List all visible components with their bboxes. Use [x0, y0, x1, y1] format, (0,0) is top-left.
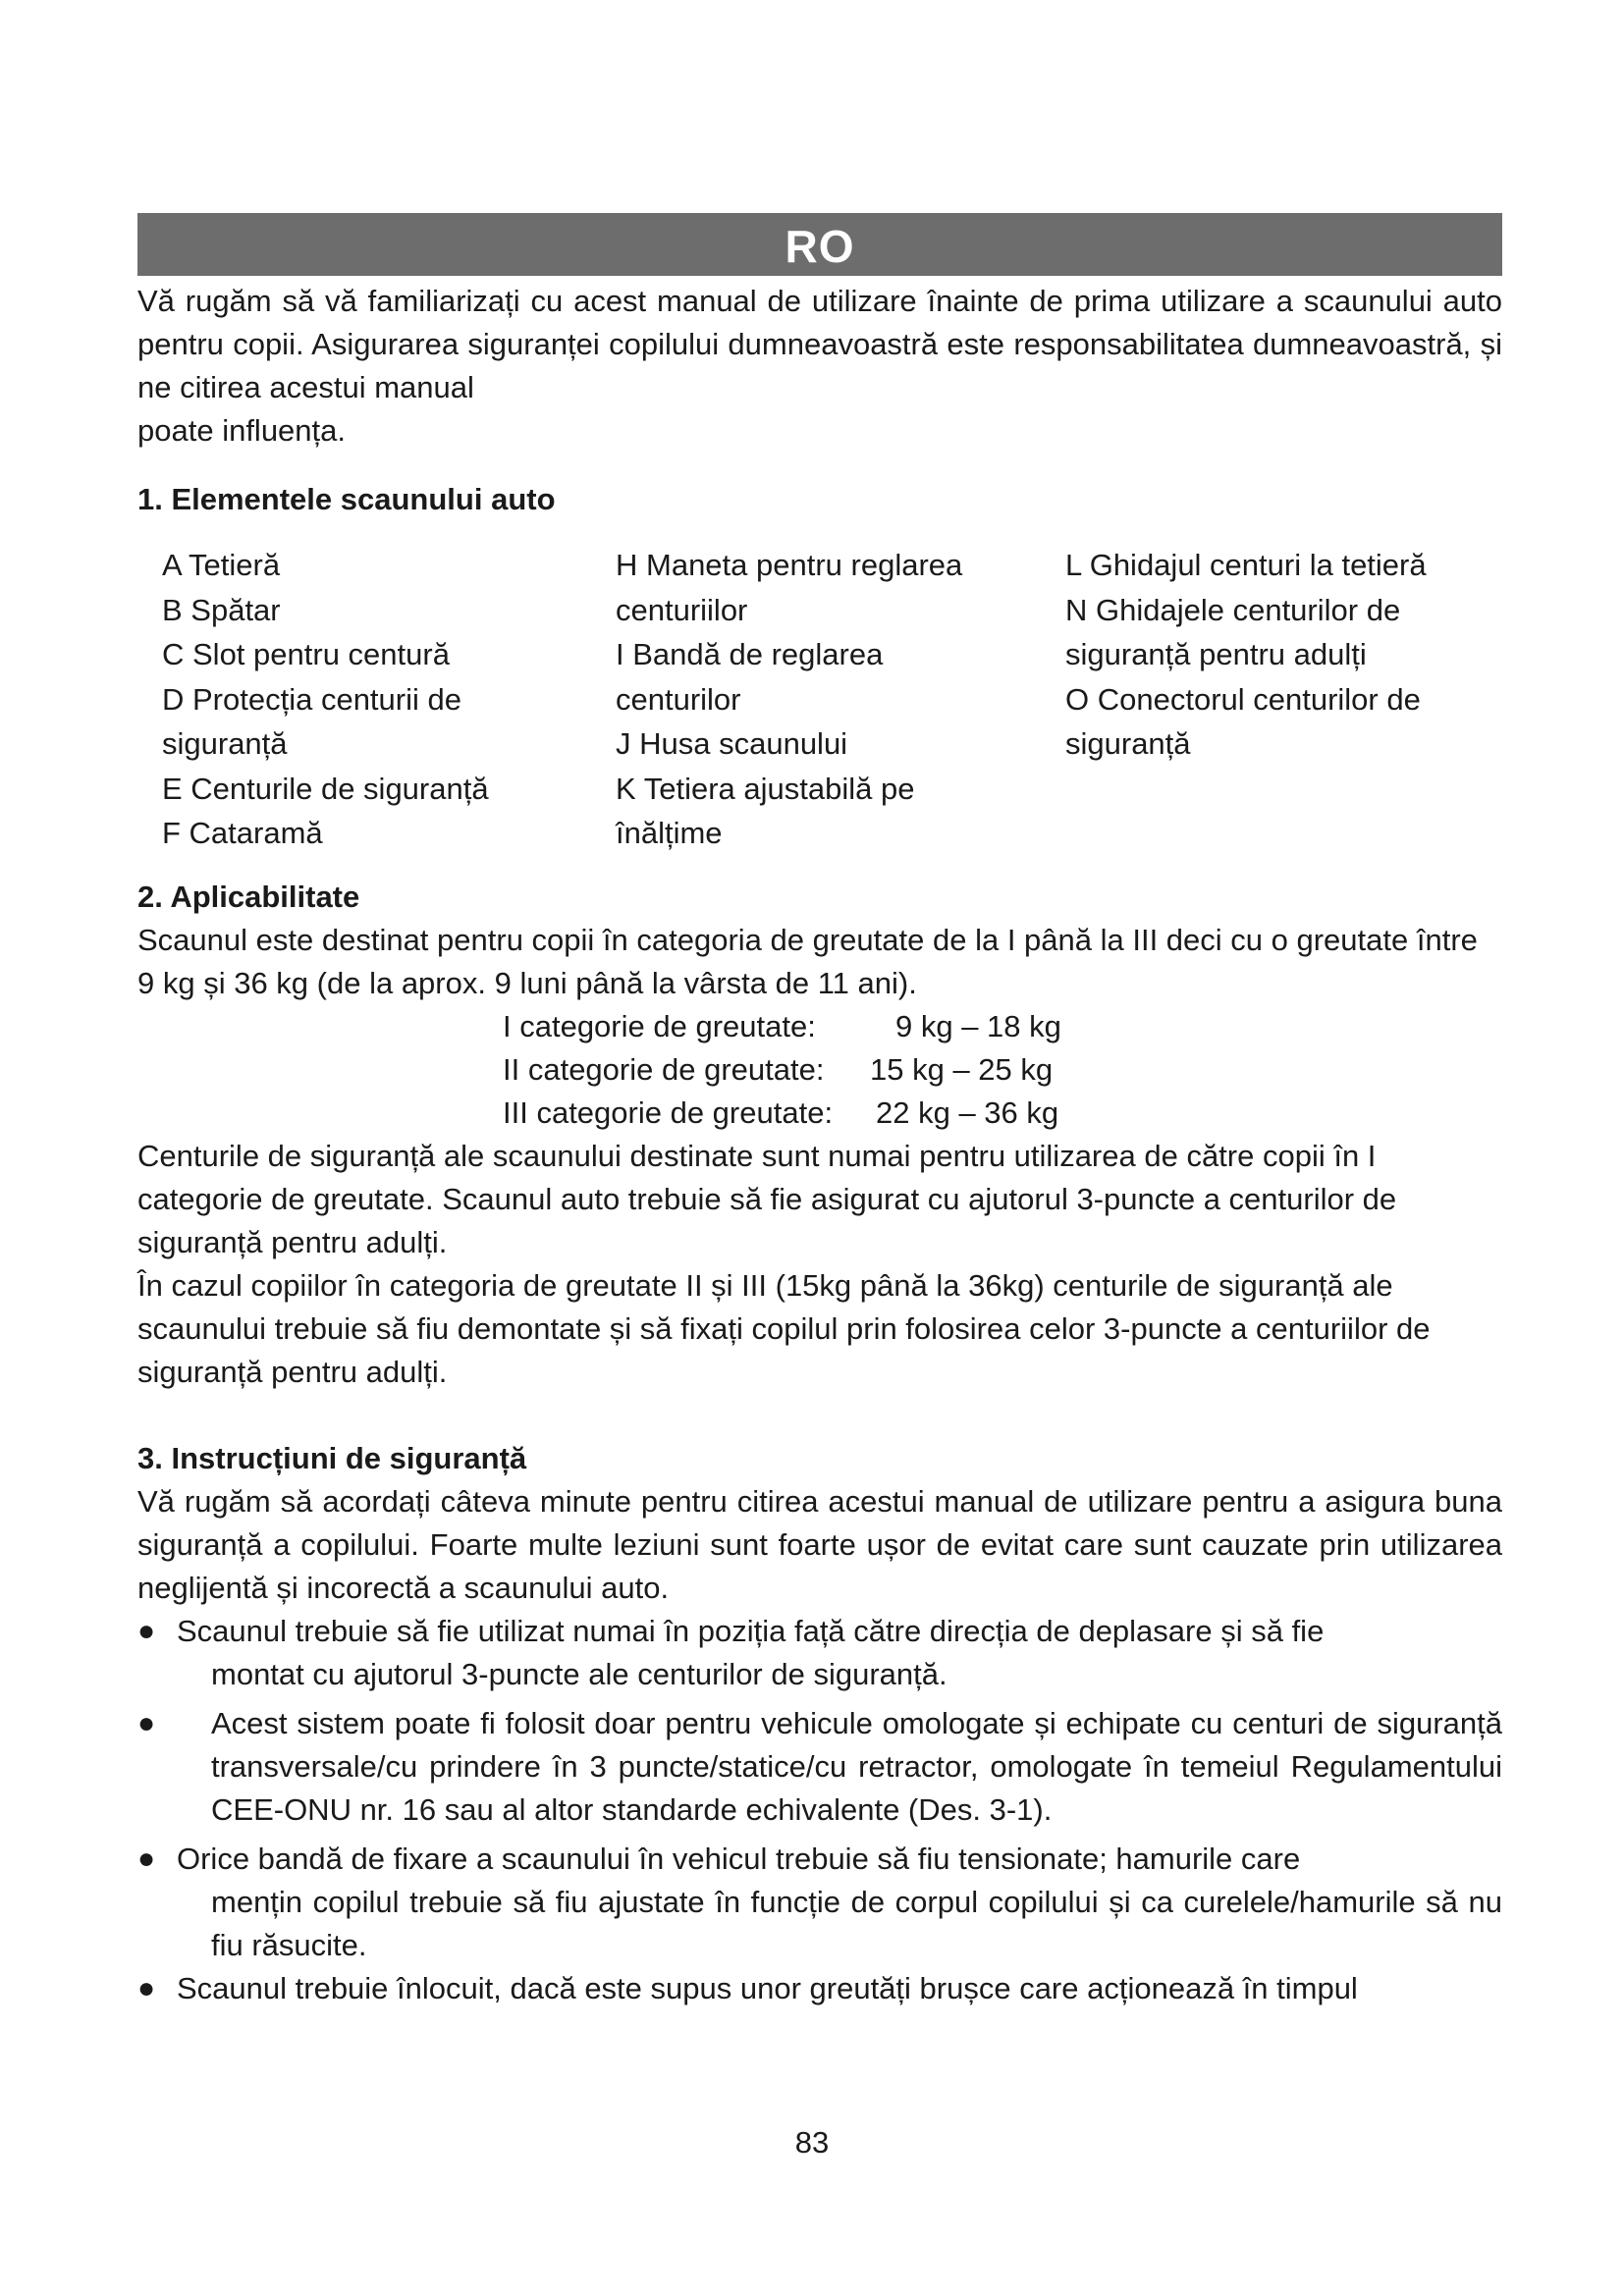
page-number: 83 [794, 2125, 830, 2160]
section-3-title: 3. Instrucțiuni de siguranță [137, 1440, 527, 1475]
elements-column-2 [616, 543, 1065, 856]
weight-category-row [503, 1005, 1502, 1048]
category-range: 9 kg – 18 kg [895, 1008, 1061, 1043]
element-item: H Maneta pentru reglarea [616, 548, 963, 582]
element-item: B Spătar [162, 592, 281, 627]
bullet-icon: ● [137, 1706, 156, 1739]
category-range: 15 kg – 25 kg [870, 1051, 1054, 1087]
category-label: I categorie de greutate: [503, 1008, 816, 1043]
bullet-text-continued: mențin copilul trebuie să fiu ajustate în funcție de corpul copilului și ca curelele/hamurile să nu fiu răsucite. [211, 1884, 1502, 1962]
element-item: K Tetiera ajustabilă pe [616, 771, 915, 806]
section-2-title: 2. Aplicabilitate [137, 879, 360, 914]
category-label: III categorie de greutate: [503, 1095, 834, 1130]
applicability-paragraph: Scaunul este destinat pentru copii în categoria de greutate de la I până la III deci cu o greutate între 9 kg și 36 kg (de la aprox. 9 luni până la vârsta de 11 ani). [137, 922, 1478, 1000]
element-item: centuriilor [616, 592, 748, 627]
safety-bullet-list [137, 1610, 1502, 2010]
list-item [137, 1838, 1502, 1967]
element-item: înălțime [616, 816, 723, 850]
belts-paragraph: Centurile de siguranță ale scaunului destinate sunt numai pentru utilizarea de către copii în I categorie de greutate. Scaunul auto trebuie să fie asigurat cu ajutorul 3-puncte a centurilor de siguranță pentru adulți. [137, 1138, 1397, 1259]
element-item: D Protecția centurii de [162, 681, 461, 717]
intro-paragraph: Vă rugăm să vă familiarizați cu acest manual de utilizare înainte de prima utilizare a scaunului auto pentru copii. Asigurarea siguranței copilului dumneavoastră este responsabilitatea dumneavoastră, și ne citirea acestui manual [137, 284, 1502, 404]
elements-column-1 [162, 543, 616, 856]
manual-page [137, 213, 1502, 2010]
element-item: C Slot pentru centură [162, 637, 450, 671]
bullet-icon: ● [137, 1842, 156, 1875]
belts-removal-paragraph: În cazul copiilor în categoria de greutate II și III (15kg până la 36kg) centurile de siguranță ale scaunului trebuie să fiu demontate și să fixați copilul prin folosirea celor 3-puncte a centuriilor de siguranță pentru adulți. [137, 1267, 1431, 1389]
list-item [137, 1702, 1502, 1832]
list-item [137, 1967, 1502, 2010]
bullet-text: Scaunul trebuie înlocuit, dacă este supus unor greutăți brușce care acționează în timpul [177, 1970, 1358, 2005]
elements-column-3 [1065, 543, 1497, 856]
element-item: A Tetieră [162, 548, 281, 582]
weight-category-row [503, 1048, 1502, 1092]
bullet-icon: ● [137, 1971, 156, 2004]
bullet-text: Acest sistem poate fi folosit doar pentru vehicule omologate și echipate cu centuri de siguranță transversale/cu prindere în 3 puncte/statice/cu retractor, omologate în temeiul Regulamentului CEE-ONU nr. 16 sau al altor standarde echivalente (Des. 3-1). [211, 1705, 1502, 1827]
bullet-text: Orice bandă de fixare a scaunului în vehicul trebuie să fiu tensionate; hamurile care [177, 1841, 1301, 1876]
seat-elements-list [162, 543, 1502, 856]
safety-intro-paragraph: Vă rugăm să acordați câteva minute pentru citirea acestui manual de utilizare pentru a asigura buna siguranță a copilului. Foarte multe leziuni sunt foarte ușor de evitat care sunt cauzate prin utilizarea neglijentă și incorectă a scaunului auto. [137, 1483, 1502, 1605]
element-item: siguranță pentru adulți [1065, 637, 1367, 671]
element-item: I Bandă de reglarea [616, 637, 884, 671]
category-range: 22 kg – 36 kg [876, 1095, 1059, 1130]
element-item: O Conectorul centurilor de [1065, 681, 1421, 717]
element-item: L Ghidajul centuri la tetieră [1065, 548, 1427, 582]
language-header: RO [137, 213, 1502, 276]
element-item: J Husa scaunului [616, 726, 848, 761]
bullet-icon: ● [137, 1614, 156, 1647]
category-label: II categorie de greutate: [503, 1051, 825, 1087]
bullet-text: Scaunul trebuie să fie utilizat numai în poziția față către direcția de deplasare și să fie [177, 1613, 1325, 1648]
bullet-text-continued: montat cu ajutorul 3-puncte ale centurilor de siguranță. [211, 1656, 947, 1691]
element-item: N Ghidajele centurilor de [1065, 592, 1401, 627]
section-1-title: 1. Elementele scaunului auto [137, 482, 556, 516]
element-item: E Centurile de siguranță [162, 771, 489, 806]
weight-category-row [503, 1092, 1502, 1135]
weight-categories [503, 1005, 1502, 1135]
intro-paragraph-end: poate influența. [137, 413, 347, 448]
element-item: centurilor [616, 681, 741, 717]
element-item: siguranță [162, 726, 288, 761]
element-item: F Cataramă [162, 816, 323, 850]
element-item: siguranță [1065, 726, 1191, 761]
list-item [137, 1610, 1502, 1696]
